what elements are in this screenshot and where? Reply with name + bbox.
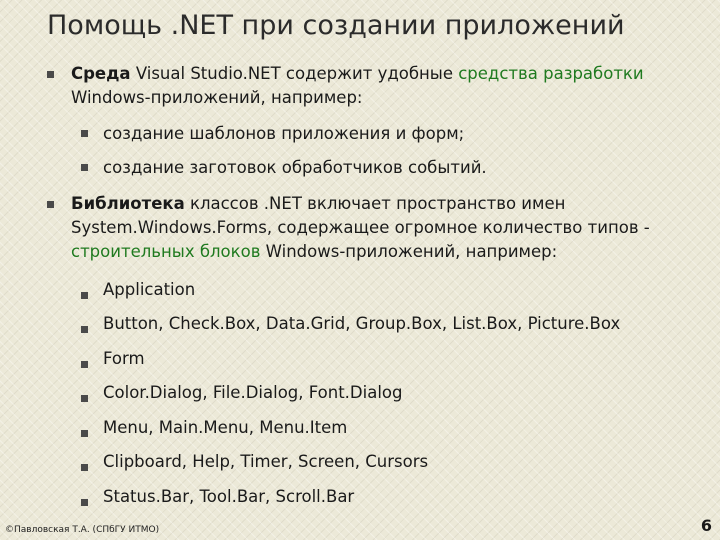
sub-item: создание заготовок обработчиков событий. [103, 158, 487, 177]
item-text-end: Windows-приложений, например: [260, 242, 558, 261]
sub-item: Clipboard, Help, Timer, Screen, Cursors [103, 452, 429, 471]
sub-item: Button, Check.Box, Data.Grid, Group.Box, List.Box, Picture.Box [103, 314, 621, 333]
item-text: классов .NET включает пространство имен System.Windows.Forms, содержащее огромное количество типов - [71, 194, 650, 237]
bullet-square-icon [81, 395, 88, 402]
sub-item: Menu, Main.Menu, Menu.Item [103, 418, 348, 437]
bullet-square-icon [81, 499, 88, 506]
item-library [71, 192, 707, 264]
sub-item: Status.Bar, Tool.Bar, Scroll.Bar [103, 487, 355, 506]
item-visual-studio [71, 62, 701, 110]
item-bold-term: Среда [71, 64, 131, 83]
item-text-end: Windows-приложений, например: [71, 88, 363, 107]
sub-item: Form [103, 349, 145, 368]
bullet-square-icon [81, 464, 88, 471]
bullet-square-icon [81, 326, 88, 333]
sub-item: создание шаблонов приложения и форм; [103, 124, 465, 143]
page-number: 6 [700, 516, 712, 535]
bullet-square-icon [47, 71, 54, 78]
item-highlight: строительных блоков [71, 242, 261, 261]
item-bold-term: Библиотека [71, 194, 185, 213]
bullet-square-icon [81, 361, 88, 368]
bullet-square-icon [81, 130, 88, 137]
bullet-square-icon [81, 164, 88, 171]
sub-item: Color.Dialog, File.Dialog, Font.Dialog [103, 383, 403, 402]
bullet-square-icon [81, 430, 88, 437]
item-text: Visual Studio.NET содержит удобные [130, 64, 459, 83]
bullet-square-icon [47, 201, 54, 208]
item-highlight: средства разработки [458, 64, 644, 83]
bullet-square-icon [81, 292, 88, 299]
footer-copyright: ©Павловская Т.А. (СПбГУ ИТМО) [5, 525, 160, 535]
slide-title: Помощь .NET при создании приложений [47, 10, 625, 41]
sub-item: Application [103, 280, 196, 299]
